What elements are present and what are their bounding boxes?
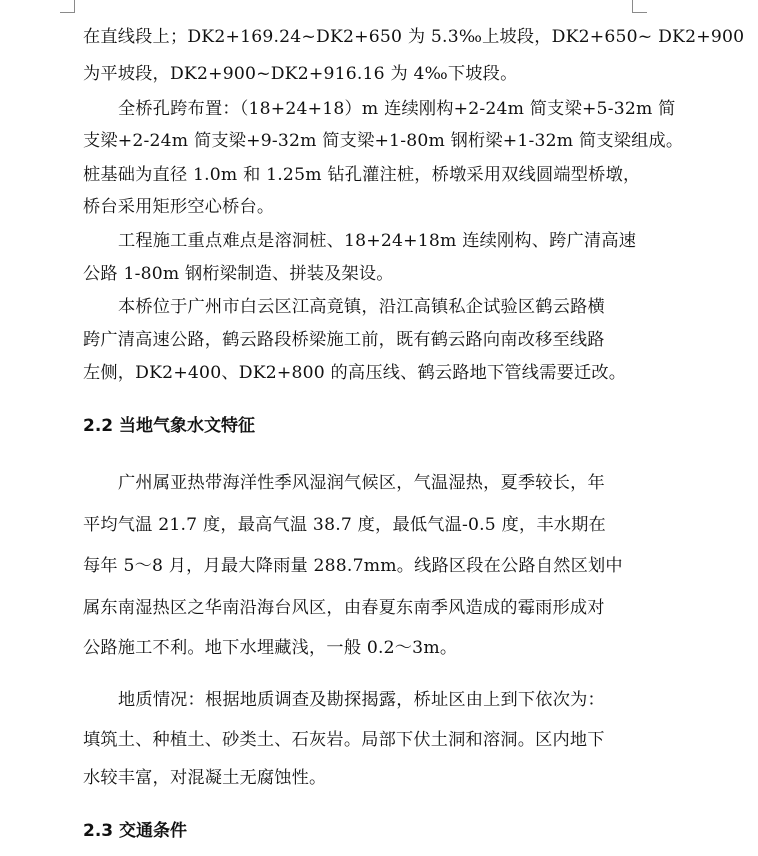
page-corner-mark-right xyxy=(632,0,647,13)
paragraph-line: 支梁+2-24m 简支梁+9-32m 简支梁+1-80m 钢桁梁+1-32m 简支梁组成。 xyxy=(83,131,684,151)
paragraph-line: 平均气温 21.7 度，最高气温 38.7 度，最低气温-0.5 度，丰水期在 xyxy=(83,515,606,535)
paragraph-line: 跨广清高速公路，鹤云路段桥梁施工前，既有鹤云路向南改移至线路 xyxy=(83,330,605,350)
paragraph-line: 桥台采用矩形空心桥台。 xyxy=(83,197,275,217)
paragraph-line: 公路 1-80m 钢桁梁制造、拼装及架设。 xyxy=(83,264,394,284)
paragraph-line: 本桥位于广州市白云区江高竟镇，沿江高镇私企试验区鹤云路横 xyxy=(118,297,605,317)
paragraph-line: 工程施工重点难点是溶洞桩、18+24+18m 连续刚构、跨广清高速 xyxy=(118,231,637,251)
paragraph-line: 水较丰富，对混凝土无腐蚀性。 xyxy=(83,768,327,788)
paragraph-line: 左侧，DK2+400、DK2+800 的高压线、鹤云路地下管线需要迁改。 xyxy=(83,363,627,383)
paragraph-line: 属东南湿热区之华南沿海台风区，由春夏东南季风造成的霉雨形成对 xyxy=(83,598,605,618)
section-heading: 2.3 交通条件 xyxy=(83,821,188,841)
paragraph-line: 填筑土、种植土、砂类土、石灰岩。局部下伏土洞和溶洞。区内地下 xyxy=(83,730,605,750)
paragraph-line: 桩基础为直径 1.0m 和 1.25m 钻孔灌注桩，桥墩采用双线圆端型桥墩， xyxy=(83,165,641,185)
paragraph-line: 每年 5～8 月，月最大降雨量 288.7mm。线路区段在公路自然区划中 xyxy=(83,556,623,576)
section-heading: 2.2 当地气象水文特征 xyxy=(83,416,256,436)
paragraph-line: 广州属亚热带海洋性季风湿润气候区，气温湿热，夏季较长，年 xyxy=(118,473,605,493)
paragraph-line: 公路施工不利。地下水埋藏浅，一般 0.2～3m。 xyxy=(83,638,458,658)
paragraph-line: 为平坡段，DK2+900~DK2+916.16 为 4‰下坡段。 xyxy=(83,64,518,84)
paragraph-line: 在直线段上；DK2+169.24~DK2+650 为 5.3‰上坡段，DK2+650~ DK2+900 xyxy=(83,27,745,47)
page-corner-mark-left xyxy=(60,0,75,13)
paragraph-line: 地质情况：根据地质调查及勘探揭露，桥址区由上到下依次为： xyxy=(118,690,605,710)
paragraph-line: 全桥孔跨布置：（18+24+18）m 连续刚构+2-24m 简支梁+5-32m 简 xyxy=(118,99,676,119)
